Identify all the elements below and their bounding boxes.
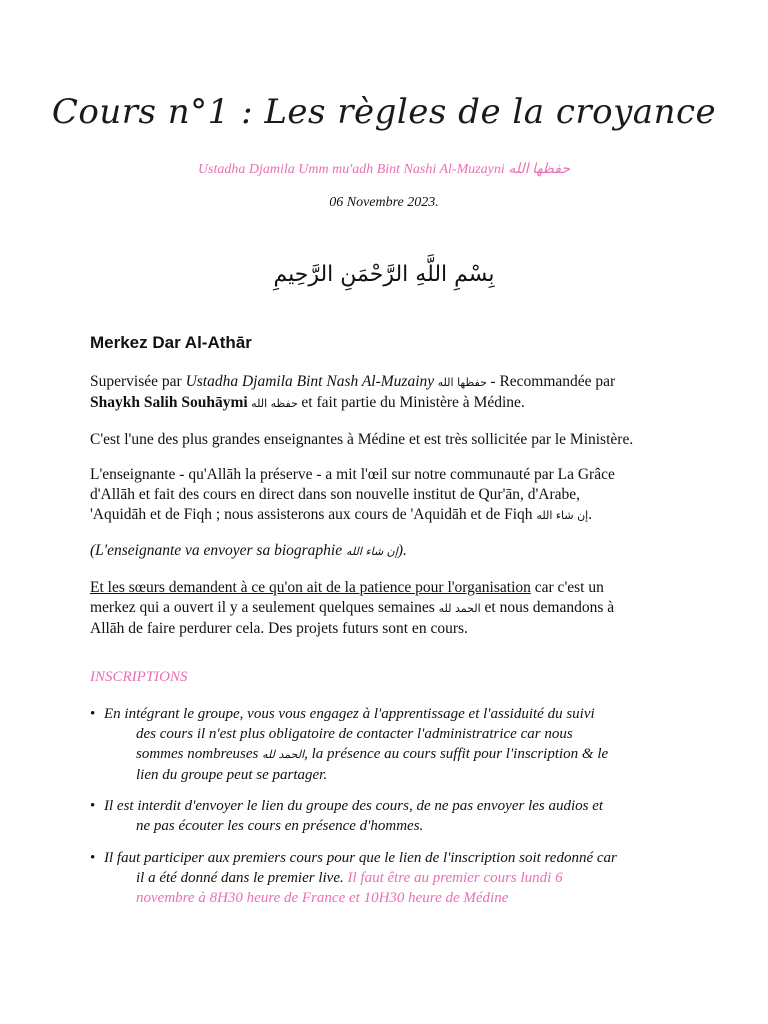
p3-end: . [588,506,593,523]
b1-line-2: des cours il n'est plus obligatoire de contacter l'administratrice car nous [136,726,573,742]
p5-line-2a: merkez qui a ouvert il y a seulement quelques semaines [90,599,439,616]
p4-text-a: (L'enseignante va envoyer sa biographie [90,542,346,559]
b1-line-1: En intégrant le groupe, vous vous engagez à l'apprentissage et l'assiduité du suivi [104,706,595,722]
p5-line-3: Allāh de faire perdurer cela. Des projets futurs sont en cours. [90,620,468,637]
p1-arabic-honorific: حفظها الله [434,376,491,389]
p3-line-1: L'enseignante - qu'Allāh la préserve - a mit l'œil sur notre communauté par La Grâce [90,466,615,483]
p5-text-a: car c'est un [530,579,604,596]
bullet-icon: • [90,798,96,814]
p1-teacher-name: Ustadha Djamila Bint Nash Al-Muzainy [185,373,435,390]
p3-line-2: d'Allāh et fait des cours en direct dans son nouvelle institut de Qur'ān, d'Arabe, [90,486,581,503]
b1-line-4: lien du groupe peut se partager. [136,767,328,783]
b2-line-1: Il est interdit d'envoyer le lien du groupe des cours, de ne pas envoyer les audios et [104,798,604,814]
paragraph-patience [90,578,690,639]
b3-schedule-start: Il faut être au premier cours lundi 6 [347,870,563,886]
section-heading: Merkez Dar Al-Athār [90,333,252,352]
b3-line-1: Il faut participer aux premiers cours pour que le lien de l'inscription soit redonné car [104,850,617,866]
p1-text-a: Supervisée par [90,373,186,390]
b2-line-2: ne pas écouter les cours en présence d'hommes. [136,818,424,834]
p5-underlined: Et les sœurs demandent à ce qu'on ait de la patience pour l'organisation [90,579,531,596]
b1-arabic: الحمد لله [262,748,305,761]
p4-text-b: ). [397,542,407,559]
teacher-line: Ustadha Djamila Umm mu'adh Bint Nashi Al-Muzayni حفظها الله [197,162,571,177]
inscriptions-heading: INSCRIPTIONS [90,669,188,685]
p1-text-d: - Recommandée par [490,373,616,390]
course-title: Cours n°1 : Les règles de la croyance [51,92,717,132]
p1-text-g: et fait partie du Ministère à Médine. [301,394,525,411]
paragraph-institute [90,465,690,526]
bullet-icon: • [90,850,96,866]
b3-schedule-line: novembre à 8H30 heure de France et 10H30 heure de Médine [136,890,509,906]
p1-shaykh-name: Shaykh Salih Souhāymi [90,394,248,411]
p5-arabic: الحمد لله [438,602,481,615]
b3-line-2a: il a été donné dans le premier live. [136,870,348,886]
list-item [90,848,700,908]
basmala-calligraphy: بِسْمِ اللَّهِ الرَّحْمَنِ الرَّحِيمِ [273,262,495,287]
b3-line-2 [90,868,700,888]
paragraph-reputation: C'est l'une des plus grandes enseignantes à Médine et est très sollicitée par le Ministère. [90,431,634,448]
list-item [90,796,700,836]
p3-line-3: 'Aquidāh et de Fiqh ; nous assisterons aux cours de 'Aquidāh et de Fiqh [90,506,537,523]
list-item [90,704,700,785]
course-date: 06 Novembre 2023. [329,195,439,210]
paragraph-biography [90,541,690,562]
b1-line-3 [90,744,700,765]
paragraph-supervision [90,372,690,414]
bullet-icon: • [90,706,96,722]
b1-line-3b: , la présence au cours suffit pour l'inscription & le [304,746,609,762]
b1-line-3a: sommes nombreuses [136,746,263,762]
p3-arabic: إن شاء الله [536,509,589,522]
p1-arabic-honorific-2: حفظه الله [247,397,302,410]
p4-arabic: إن شاء الله [346,545,398,558]
p5-line-2b: et nous demandons à [480,599,615,616]
